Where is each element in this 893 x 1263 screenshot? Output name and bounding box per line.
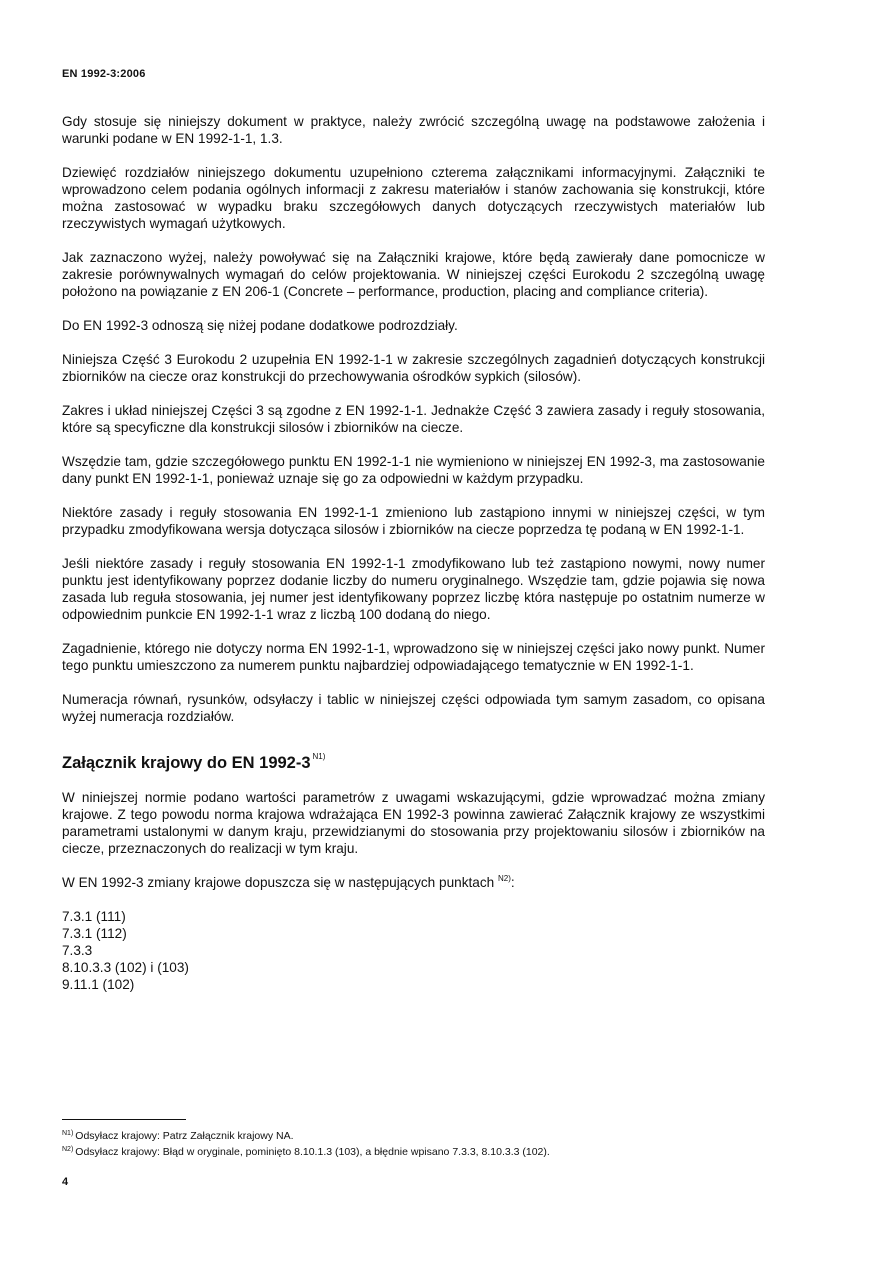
annex-heading	[62, 747, 765, 773]
clause-item: 7.3.1 (112)	[62, 926, 127, 941]
clause-item: 7.3.1 (111)	[62, 909, 126, 924]
paragraph: Gdy stosuje się niniejszy dokument w praktyce, należy zwrócić szczególną uwagę na podstawowe założenia i warunki podane w EN 1992-1-1, 1.3.	[62, 114, 765, 146]
clause-item: 9.11.1 (102)	[62, 977, 135, 992]
paragraph: Zagadnienie, którego nie dotyczy norma EN 1992-1-1, wprowadzono się w niniejszej części jako nowy punkt. Numer tego punktu umieszczono za numerem punktu najbardziej odpowiadającego tematycznie w EN 1992-1-1.	[62, 641, 765, 673]
page-number: 4	[62, 1176, 69, 1188]
annex-heading-text: Załącznik krajowy do EN 1992-3	[62, 754, 311, 772]
footnote-text: Odsyłacz krajowy: Patrz Załącznik krajowy NA.	[75, 1130, 294, 1142]
paragraph: Numeracja równań, rysunków, odsyłaczy i tablic w niniejszej części odpowiada tym samym zasadom, co opisana wyżej numeracja rozdziałów.	[62, 692, 765, 724]
footnote-mark: N2)	[62, 1146, 74, 1153]
document-code: EN 1992-3:2006	[62, 68, 146, 80]
annex-intro-end: :	[510, 875, 515, 890]
footnote-ref-n1[interactable]: N1)	[312, 752, 326, 761]
paragraph: Do EN 1992-3 odnoszą się niżej podane dodatkowe podrozdziały.	[62, 318, 458, 333]
footnotes	[62, 1127, 822, 1159]
annex-paragraph: W niniejszej normie podano wartości parametrów z uwagami wskazującymi, gdzie wprowadzać można zmiany krajowe. Z tego powodu norma krajowa wdrażająca EN 1992-3 powinna zawierać Załącznik krajowy ze wszystkimi parametrami ustalonymi w danym kraju, przewidzianymi do stosowania przy projektowaniu silosów i zbiorników na ciecze, przeznaczonych do realizacji w tym kraju.	[62, 790, 765, 856]
clause-list	[62, 908, 765, 993]
paragraph: Dziewięć rozdziałów niniejszego dokumentu uzupełniono czterema załącznikami informacyjnymi. Załączniki te wprowadzono celem podania ogólnych informacji z zakresu materiałów i stanów zachowania się konstrukcji, które można zastosować w wypadku braku szczegółowych danych dotyczących rzeczywistych materiałów lub rzeczywistych wymagań użytkowych.	[62, 165, 765, 231]
annex-intro-text: W EN 1992-3 zmiany krajowe dopuszcza się w następujących punktach	[62, 875, 495, 890]
paragraph: Wszędzie tam, gdzie szczegółowego punktu EN 1992-1-1 nie wymieniono w niniejszej EN 1992-3, ma zastosowanie dany punkt EN 1992-1-1, ponieważ uznaje się go za odpowiedni w każdym przypadku.	[62, 454, 765, 486]
footnote-mark: N1)	[62, 1130, 74, 1137]
paragraph: Zakres i układ niniejszej Części 3 są zgodne z EN 1992-1-1. Jednakże Część 3 zawiera zasady i reguły stosowania, które są specyficzne dla konstrukcji silosów i zbiorników na ciecze.	[62, 403, 765, 435]
annex-intro	[62, 874, 765, 891]
clause-item: 7.3.3	[62, 943, 93, 958]
main-content	[62, 113, 765, 993]
paragraph: Jak zaznaczono wyżej, należy powoływać się na Załączniki krajowe, które będą zawierały dane pomocnicze w zakresie porównywalnych wymagań do celów projektowania. W niniejszej części Eurokodu 2 szczególną uwagę położono na powiązanie z EN 206-1 (Concrete – performance, production, placing and compliance criteria).	[62, 250, 765, 299]
footnote-n2	[62, 1143, 822, 1159]
footnote-ref-n2[interactable]: N2)	[497, 874, 511, 883]
footnote-divider	[62, 1119, 186, 1120]
footnote-text: Odsyłacz krajowy: Błąd w oryginale, pominięto 8.10.1.3 (103), a błędnie wpisano 7.3.3, 8.10.3.3 (102).	[75, 1146, 550, 1158]
clause-item: 8.10.3.3 (102) i (103)	[62, 960, 189, 975]
paragraph: Niniejsza Część 3 Eurokodu 2 uzupełnia EN 1992-1-1 w zakresie szczególnych zagadnień dotyczących konstrukcji zbiorników na ciecze oraz konstrukcji do przechowywania ośrodków sypkich (silosów).	[62, 352, 765, 384]
paragraph: Niektóre zasady i reguły stosowania EN 1992-1-1 zmieniono lub zastąpiono innymi w niniejszej części, w tym przypadku zmodyfikowana wersja dotycząca silosów i zbiorników na ciecze poprzedza tę podaną w EN 1992-1-1.	[62, 505, 765, 537]
footnote-n1	[62, 1127, 822, 1143]
paragraph: Jeśli niektóre zasady i reguły stosowania EN 1992-1-1 zmodyfikowano lub też zastąpiono nowymi, nowy numer punktu jest identyfikowany poprzez dodanie liczby do numeru oryginalnego. Wszędzie tam, gdzie pojawia się nowa zasada lub reguła stosowania, jej numer jest identyfikowany poprzez liczbę która następuje po ostatnim numerze w odpowiednim punkcie EN 1992-1-1 wraz z liczbą 100 dodaną do niego.	[62, 556, 765, 622]
